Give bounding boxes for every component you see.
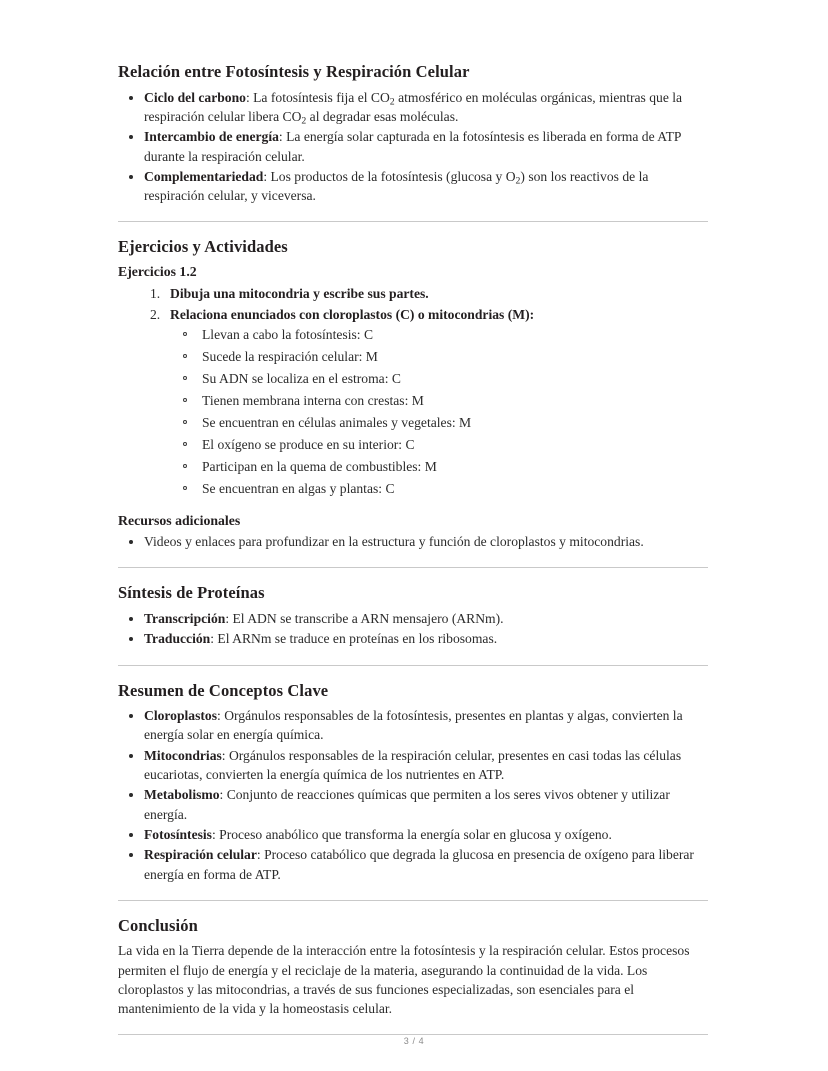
list-item xyxy=(170,369,708,389)
list-item xyxy=(118,629,708,648)
bullet-text-mid: atmosférico en moléculas orgánicas, mientras que la respiración celular libera CO xyxy=(144,89,683,124)
spacer xyxy=(118,222,708,237)
subscript: 2 xyxy=(515,175,521,187)
subsection-heading-ejercicios-1-2: Ejercicios 1.2 xyxy=(118,264,197,280)
subsection-heading-recursos: Recursos adicionales xyxy=(118,513,241,529)
bullet-text-post: ) son los reactivos de la respiración celular, y viceversa. xyxy=(144,168,649,204)
section-heading-conclusion: Conclusión xyxy=(118,915,198,935)
spacer xyxy=(118,552,708,567)
bullet-text: : Proceso catabólico que degrada la glucosa en presencia de oxígeno para liberar energía en forma de ATP. xyxy=(144,847,694,882)
bullet-label: Respiración celular xyxy=(144,847,257,863)
spacer xyxy=(118,501,708,512)
spacer xyxy=(118,206,708,221)
match-item-text: Su ADN se localiza en el estroma: C xyxy=(202,371,401,387)
list-item xyxy=(118,746,708,785)
section-ejercicios xyxy=(118,237,708,551)
page-number: 3 / 4 xyxy=(403,1036,425,1046)
section-divider xyxy=(118,1034,708,1035)
list-item xyxy=(118,706,708,745)
list-item xyxy=(170,479,708,499)
match-item-text: Llevan a cabo la fotosíntesis: C xyxy=(202,327,374,343)
spacer xyxy=(118,885,708,900)
bullet-text: : Proceso anabólico que transforma la energía solar en glucosa y oxígeno. xyxy=(211,826,612,842)
section-conclusion xyxy=(118,916,708,1019)
match-item-text: El oxígeno se produce en su interior: C xyxy=(202,437,415,453)
section-resumen xyxy=(118,681,708,884)
list-item xyxy=(118,167,708,206)
bullet-text: : Orgánulos responsables de la respiración celular, presentes en casi todas las células eucariotas, convierten la energía química de los nutrientes en ATP. xyxy=(144,747,682,783)
spacer xyxy=(118,568,708,583)
bullet-text: : La energía solar capturada en la fotosíntesis es liberada en forma de ATP durante la respiración celular. xyxy=(144,129,681,164)
section-relacion xyxy=(118,62,708,205)
list-item xyxy=(118,305,708,499)
ejercicios-numbered-list xyxy=(118,284,708,499)
list-item xyxy=(118,284,708,304)
match-item-text: Se encuentran en algas y plantas: C xyxy=(202,481,395,497)
section-heading-ejercicios: Ejercicios y Actividades xyxy=(118,237,288,257)
bullet-label: Metabolismo xyxy=(144,787,220,803)
spacer xyxy=(118,1019,708,1034)
conclusion-paragraph: La vida en la Tierra depende de la interacción entre la fotosíntesis y la respiración celular. Estos procesos permiten el flujo de energía y el reciclaje de la materia, asegurando la continuidad de la vida. Los cloroplastos y las mitocondrias, a través de sus funciones especializadas, son esenciales para el mantenimiento de la vida y la homeostasis celular. xyxy=(118,943,690,1017)
list-item xyxy=(170,457,708,477)
bullet-text-pre: : La fotosíntesis fija el CO xyxy=(245,89,390,105)
spacer xyxy=(118,650,708,665)
bullet-text-post: al degradar esas moléculas. xyxy=(306,108,459,124)
relacion-bullet-list xyxy=(118,88,708,206)
match-statements-list xyxy=(170,325,708,499)
list-item xyxy=(118,609,708,628)
numbered-item-text: Dibuja una mitocondria y escribe sus partes. xyxy=(170,285,429,301)
list-item xyxy=(118,88,708,127)
section-heading-resumen: Resumen de Conceptos Clave xyxy=(118,680,329,700)
sintesis-bullet-list xyxy=(118,609,708,649)
bullet-label: Mitocondrias xyxy=(144,747,222,763)
subscript: 2 xyxy=(301,115,307,127)
list-item xyxy=(118,532,708,551)
list-item xyxy=(118,825,708,844)
list-item xyxy=(170,325,708,345)
bullet-text: : El ARNm se traduce en proteínas en los ribosomas. xyxy=(210,631,498,647)
list-item xyxy=(118,127,708,166)
bullet-text: : Orgánulos responsables de la fotosíntesis, presentes en plantas y algas, convierten la energía solar en energía química. xyxy=(144,708,683,743)
bullet-label: Fotosíntesis xyxy=(144,826,212,842)
numbered-item-text: Relaciona enunciados con cloroplastos (C) o mitocondrias (M): xyxy=(170,306,535,322)
document-content xyxy=(118,62,708,1035)
page-footer xyxy=(0,1036,828,1046)
bullet-label: Cloroplastos xyxy=(144,708,218,724)
match-item-text: Tienen membrana interna con crestas: M xyxy=(202,393,424,409)
list-item xyxy=(170,347,708,367)
bullet-text: : El ADN se transcribe a ARN mensajero (ARNm). xyxy=(225,610,504,626)
bullet-label: Intercambio de energía xyxy=(144,129,279,145)
bullet-label: Complementariedad xyxy=(144,168,264,184)
spacer xyxy=(118,666,708,681)
match-item-text: Se encuentran en células animales y vegetales: M xyxy=(202,415,472,431)
bullet-label: Transcripción xyxy=(144,610,226,626)
list-item xyxy=(170,435,708,455)
match-item-text: Sucede la respiración celular: M xyxy=(202,349,378,365)
section-heading-sintesis: Síntesis de Proteínas xyxy=(118,583,265,603)
subscript: 2 xyxy=(389,96,395,108)
bullet-label: Traducción xyxy=(144,631,211,647)
bullet-text: Videos y enlaces para profundizar en la estructura y función de cloroplastos y mitocondrias. xyxy=(144,534,644,550)
bullet-text: : Conjunto de reacciones químicas que permiten a los seres vivos obtener y utilizar energía. xyxy=(144,787,670,822)
list-item xyxy=(170,391,708,411)
match-item-text: Participan en la quema de combustibles: M xyxy=(202,459,437,475)
list-item xyxy=(118,845,708,884)
recursos-bullet-list xyxy=(118,532,708,551)
spacer xyxy=(118,901,708,916)
section-heading-relacion: Relación entre Fotosíntesis y Respiración Celular xyxy=(118,62,470,81)
resumen-bullet-list xyxy=(118,706,708,884)
bullet-label: Ciclo del carbono xyxy=(144,89,246,105)
list-item xyxy=(170,413,708,433)
section-sintesis xyxy=(118,583,708,648)
bullet-text-pre: : Los productos de la fotosíntesis (glucosa y O xyxy=(263,168,516,184)
list-item xyxy=(118,785,708,824)
